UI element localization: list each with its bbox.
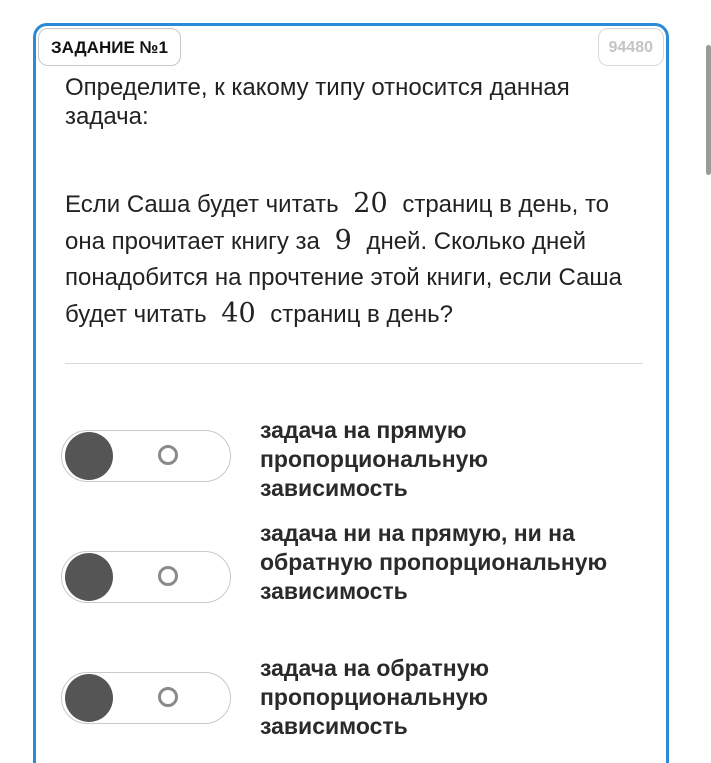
toggle-knob — [65, 674, 113, 722]
toggle-knob — [65, 432, 113, 480]
answer-option-label[interactable]: задача на прямую пропорциональную зависимость — [260, 417, 489, 501]
scrollbar[interactable] — [706, 45, 711, 175]
answer-toggle[interactable] — [61, 551, 231, 603]
problem-number: 40 — [221, 298, 256, 329]
answer-option-label[interactable]: задача на обратную пропорциональную зависимость — [260, 655, 490, 739]
question-text: Определите, к какому типу относится данная задача: — [65, 74, 570, 130]
task-id-badge: 94480 — [598, 28, 665, 66]
problem-text — [65, 186, 655, 333]
divider — [65, 363, 643, 364]
task-card — [33, 23, 669, 763]
radio-circle-icon — [158, 687, 178, 707]
answer-toggle[interactable] — [61, 430, 231, 482]
problem-number: 20 — [353, 188, 388, 219]
answer-toggle[interactable] — [61, 672, 231, 724]
problem-number: 9 — [334, 225, 352, 256]
task-number-label: ЗАДАНИЕ №1 — [38, 28, 181, 66]
radio-circle-icon — [158, 445, 178, 465]
radio-circle-icon — [158, 566, 178, 586]
problem-text-part: страниц в день? — [270, 301, 453, 328]
problem-text-part: Если Саша будет читать — [65, 191, 339, 218]
toggle-knob — [65, 553, 113, 601]
problem-text-part: страниц в день, то она прочитает книгу за — [65, 191, 610, 255]
answer-option-label[interactable]: задача ни на прямую, ни на обратную пропорциональную зависимость — [260, 520, 608, 604]
problem-text-part: дней. Сколько дней понадобится на прочтение этой книги, если Саша будет читать — [65, 228, 623, 328]
